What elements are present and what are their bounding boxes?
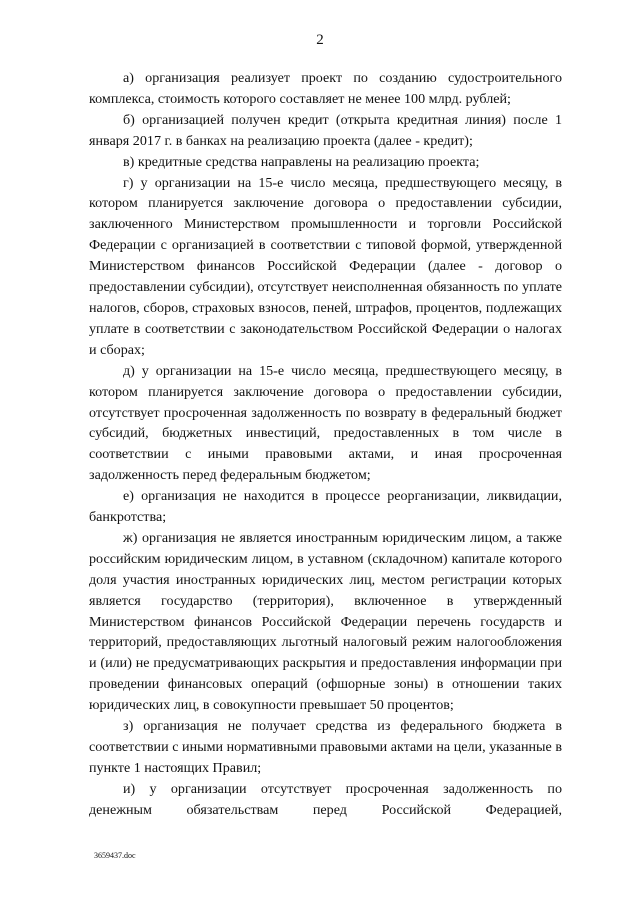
document-filename: 3659437.doc: [94, 851, 136, 860]
paragraph-d: д) у организации на 15-е число месяца, предшествующего месяцу, в котором планируется заключение договора о предоставлении субсидии, отсутствует просроченная задолженность по возврату в федеральный бюджет субсидий, бюджетных инвестиций, предоставленных в том числе в соответствии с иными правовыми актами, и иная просроченная задолженность перед федеральным бюджетом;: [89, 362, 562, 484]
paragraph-z: з) организация не получает средства из федерального бюджета в соответствии с иными нормативными правовыми актами на цели, указанные в пункте 1 настоящих Правил;: [89, 718, 562, 776]
paragraph-zh: ж) организация не является иностранным юридическим лицом, а также российским юридическим лицом, в уставном (складочном) капитале которого доля участия иностранных юридических лиц, местом регистрации которых является государство (территория), включенное в утвержденный Министерством финансов Российской Федерации перечень государств и территорий, предоставляющих льготный налоговый режим налогообложения и (или) не предусматривающих раскрытия и предоставления информации при проведении финансовых операций (офшорные зоны) в отношении таких юридических лиц, в совокупности превышает 50 процентов;: [89, 529, 562, 714]
paragraph-e: е) организация не находится в процессе реорганизации, ликвидации, банкротства;: [89, 488, 562, 526]
page-number: 2: [316, 32, 324, 48]
paragraph-g: г) у организации на 15-е число месяца, предшествующего месяцу, в котором планируется заключение договора о предоставлении субсидии, заключенного Министерством промышленности и торговли Российской Федерации с организацией в соответствии с типовой формой, утвержденной Министерством финансов Российской Федерации (далее - договор о предоставлении субсидии), отсутствует неисполненная обязанность по уплате налогов, сборов, страховых взносов, пеней, штрафов, процентов, подлежащих уплате в соответствии с законодательством Российской Федерации о налогах и сборах;: [89, 174, 562, 358]
paragraph-b: б) организацией получен кредит (открыта кредитная линия) после 1 января 2017 г. в банках на реализацию проекта (далее - кредит);: [89, 111, 562, 149]
document-body: [89, 68, 562, 821]
paragraph-v: в) кредитные средства направлены на реализацию проекта;: [123, 153, 480, 170]
paragraph-a: а) организация реализует проект по созданию судостроительного комплекса, стоимость которого составляет не менее 100 млрд. рублей;: [89, 70, 562, 107]
paragraph-i: и) у организации отсутствует просроченная задолженность по денежным обязательствам перед Российской Федерацией,: [89, 780, 562, 818]
